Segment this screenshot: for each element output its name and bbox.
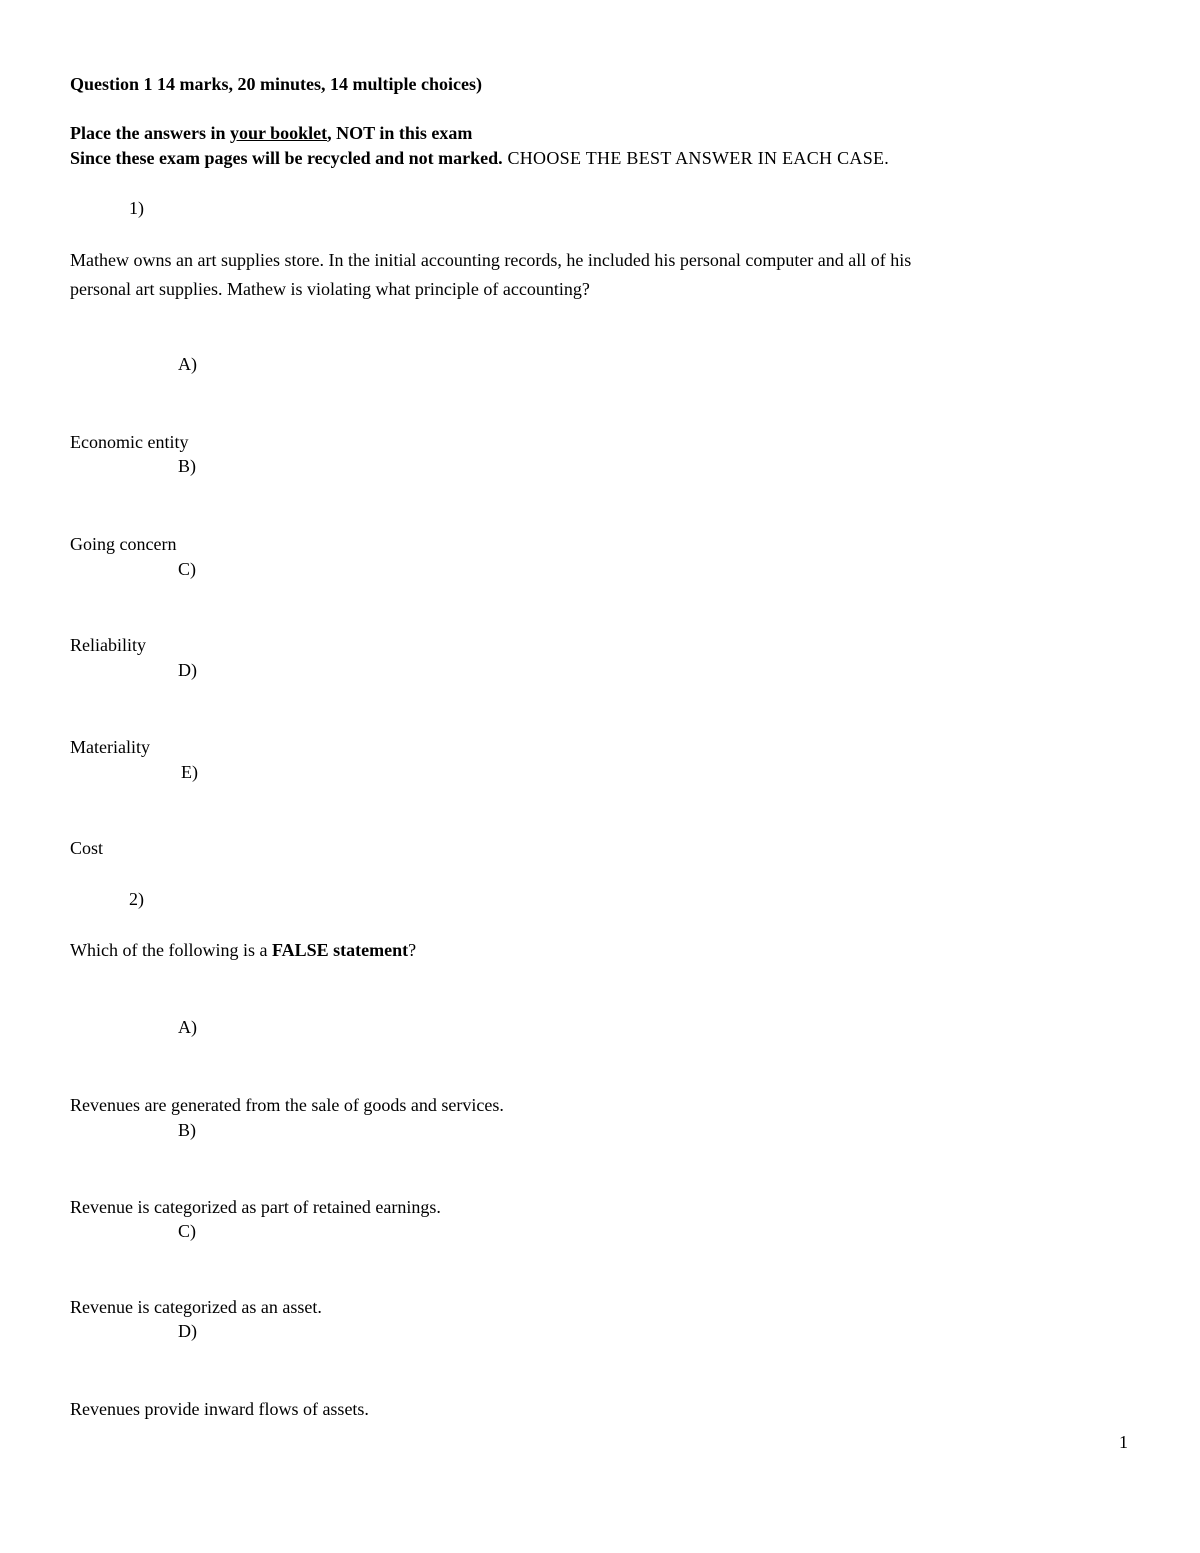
instructions-recycle-note: Since these exam pages will be recycled and not marked.: [70, 148, 503, 168]
question-1-option-a-text: Economic entity: [70, 432, 189, 452]
question-1-option-b-letter: B): [178, 456, 196, 476]
question-1-option-b-text: Going concern: [70, 534, 177, 554]
question-title: Question 1 14 marks, 20 minutes, 14 multiple choices): [70, 74, 482, 94]
instructions-suffix: , NOT in this exam: [327, 123, 473, 143]
question-2-option-a-letter: A): [178, 1017, 197, 1037]
instructions-line-1: [70, 123, 472, 145]
page-number: 1: [1119, 1432, 1128, 1452]
question-2-option-b-text: Revenue is categorized as part of retained earnings.: [70, 1197, 441, 1217]
question-2-option-d-letter: D): [178, 1321, 197, 1341]
question-2-text: [70, 940, 416, 962]
instructions-line-2: [70, 148, 889, 170]
question-2-option-b-letter: B): [178, 1120, 196, 1140]
instructions-prefix: Place the answers in: [70, 123, 230, 143]
question-1-option-a-letter: A): [178, 354, 197, 374]
question-1-option-c-letter: C): [178, 559, 196, 579]
instructions-choose-best: CHOOSE THE BEST ANSWER IN EACH CASE.: [502, 148, 890, 168]
instructions-underlined: your booklet: [229, 123, 328, 143]
question-2-option-c-letter: C): [178, 1221, 196, 1241]
question-1-number: 1): [129, 198, 144, 218]
question-1-option-d-letter: D): [178, 660, 197, 680]
question-1-text-line-2: personal art supplies. Mathew is violating what principle of accounting?: [70, 279, 590, 299]
question-2-number: 2): [129, 889, 144, 909]
question-2-option-a-text: Revenues are generated from the sale of goods and services.: [70, 1095, 504, 1115]
question-1-option-c-text: Reliability: [70, 635, 146, 655]
question-1-option-e-text: Cost: [70, 838, 104, 858]
question-2-text-prefix: Which of the following is a: [70, 940, 272, 960]
question-2-option-c-text: Revenue is categorized as an asset.: [70, 1297, 322, 1317]
question-1-option-d-text: Materiality: [70, 737, 150, 757]
question-2-text-bold: FALSE statement: [271, 940, 409, 960]
question-2-text-suffix: ?: [408, 940, 417, 960]
question-1-option-e-letter: E): [181, 762, 198, 782]
question-2-option-d-text: Revenues provide inward flows of assets.: [70, 1399, 369, 1419]
question-1-text-line-1: Mathew owns an art supplies store. In the initial accounting records, he included his personal computer and all of his: [70, 250, 912, 270]
